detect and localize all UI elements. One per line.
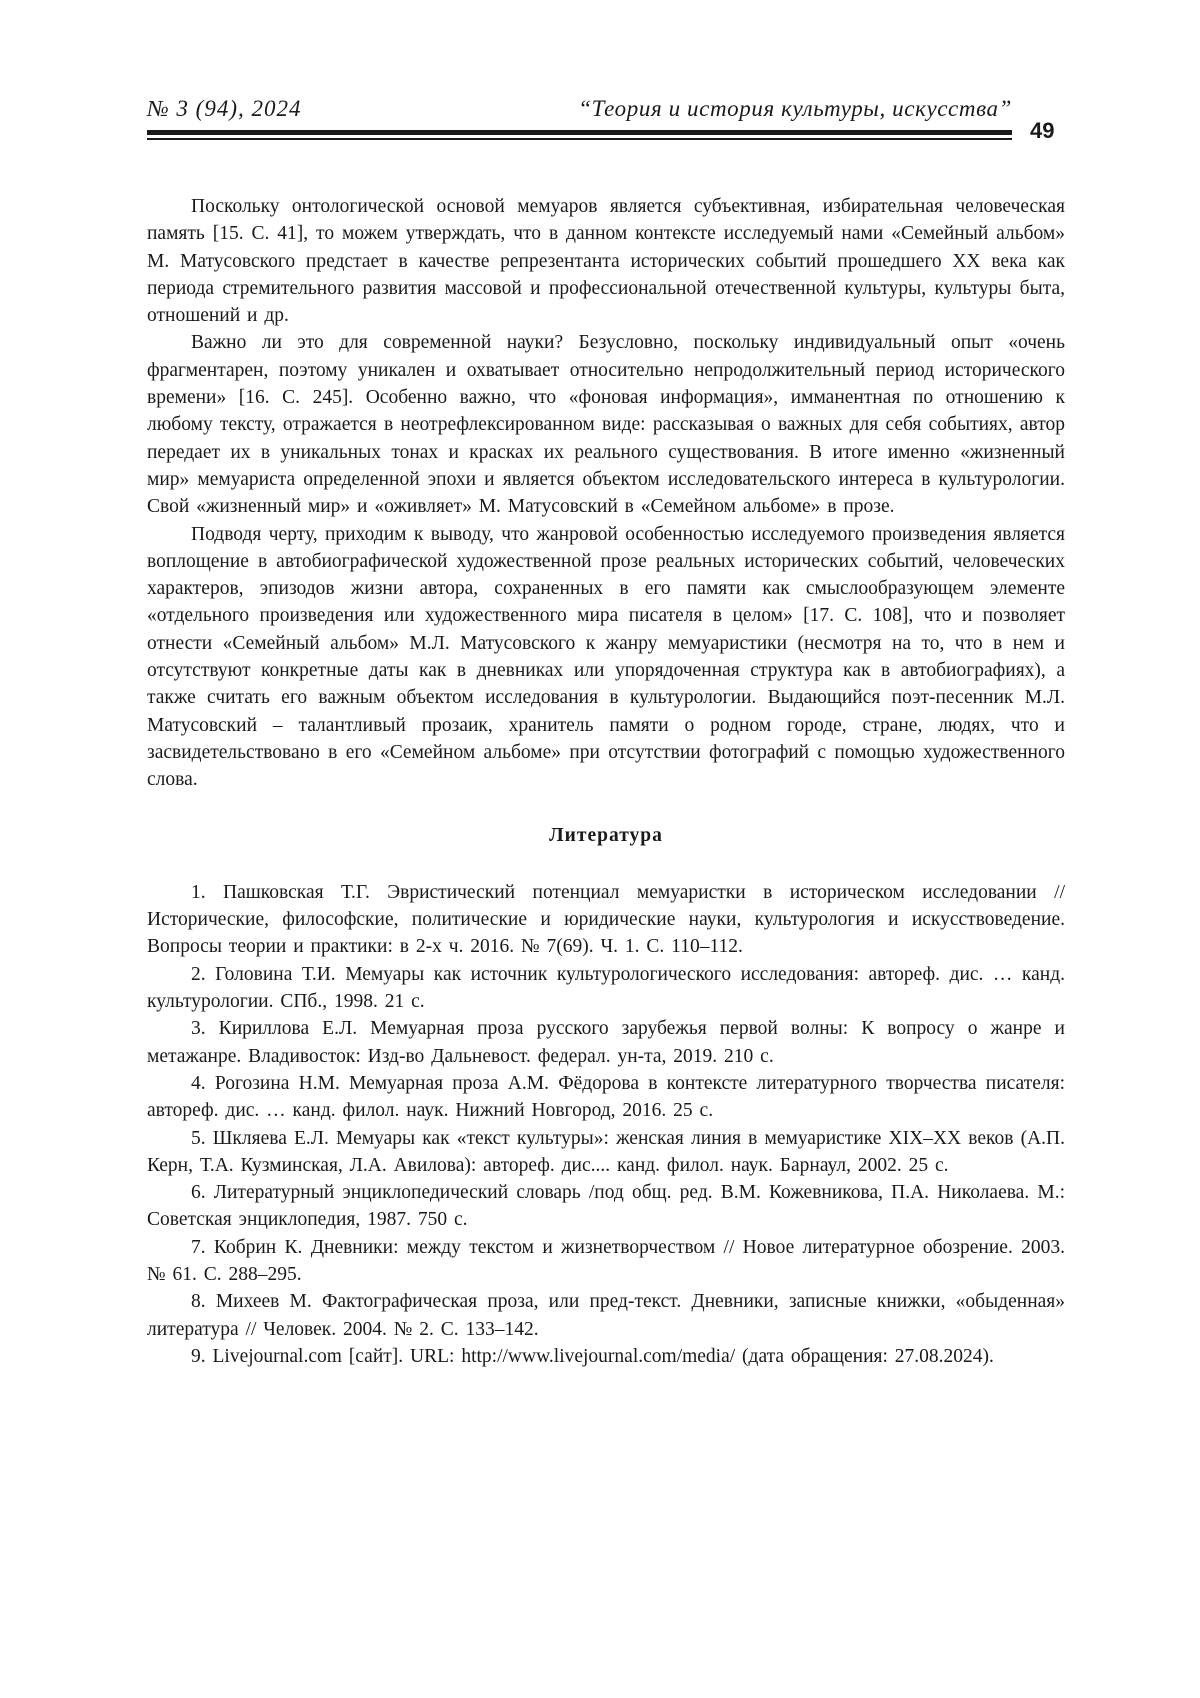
reference-item: 9. Livejournal.com [сайт]. URL: http://www.livejournal.com/media/ (дата обращения: 27.08.2024). [191, 1345, 994, 1367]
reference-item: 8. Михеев М. Фактографическая проза, или пред-текст. Дневники, записные книжки, «обыденная» литература // Человек. 2004. № 2. С. 133–142. [147, 1291, 1065, 1340]
reference-item: 5. Шкляева Е.Л. Мемуары как «текст культуры»: женская линия в мемуаристике XIX–XX веков (А.П. Керн, Т.А. Кузминская, Л.А. Авилова): автореф. дис.... канд. филол. наук. Барнаул, 2002. 25 с. [147, 1127, 1065, 1176]
paragraph: Подводя черту, приходим к выводу, что жанровой особенностью исследуемого произведения является воплощение в автобиографической художественной прозе реальных исторических событий, человеческих характеров, эпизодов жизни автора, сохраненных в его памяти как смыслообразующем элементе «отдельного произведения или художественного мира писателя в целом» [17. С. 108], что и позволяет отнести «Семейный альбом» М.Л. Матусовского к жанру мемуаристики (несмотря на то, что в нем и отсутствуют конкретные даты как в дневниках или упорядоченная структура как в автобиографиях), а также считать его важным объектом исследования в культурологии. Выдающийся поэт-песенник М.Л. Матусовский – талантливый прозаик, хранитель памяти о родном городе, стране, людях, что и засвидетельствовано в его «Семейном альбоме» при отсутствии фотографий с помощью художественного слова. [147, 523, 1065, 791]
reference-item: 3. Кириллова Е.Л. Мемуарная проза русского зарубежья первой волны: К вопросу о жанре и метажанре. Владивосток: Изд-во Дальневост. федерал. ун-та, 2019. 210 с. [147, 1018, 1065, 1067]
issue-number: № 3 (94), 2024 [147, 96, 302, 121]
reference-item: 2. Головина Т.И. Мемуары как источник культурологического исследования: автореф. дис. … канд. культурологии. СПб., 1998. 21 с. [147, 963, 1065, 1013]
reference-item: 4. Рогозина Н.М. Мемуарная проза А.М. Фёдорова в контексте литературного творчества писателя: автореф. дис. … канд. филол. наук. Нижний Новгород, 2016. 25 с. [147, 1072, 1065, 1122]
reference-item: 6. Литературный энциклопедический словарь /под общ. ред. В.М. Кожевникова, П.А. Николаева. М.: Советская энциклопедия, 1987. 750 с. [147, 1182, 1065, 1231]
reference-item: 7. Кобрин К. Дневники: между текстом и жизнетворчеством // Новое литературное обозрение. 2003. № 61. С. 288–295. [147, 1236, 1065, 1285]
header-rule-thin [147, 138, 1012, 140]
references-list [147, 879, 1065, 1370]
reference-item: 1. Пашковская Т.Г. Эвристический потенциал мемуаристки в историческом исследовании // Исторические, философские, политические и юридические науки, культурология и искусствоведение. Вопросы теории и практики: в 2-х ч. 2016. № 7(69). Ч. 1. С. 110–112. [147, 881, 1065, 958]
paragraph: Важно ли это для современной науки? Безусловно, поскольку индивидуальный опыт «очень фрагментарен, поэтому уникален и охватывает относительно непродолжительный период исторического времени» [16. С. 245]. Особенно важно, что «фоновая информация», имманентная по отношению к любому тексту, отражается в неотрефлексированном виде: рассказывая о важных для себя событиях, автор передает их в уникальных тонах и красках их реального существования. В итоге именно «жизненный мир» мемуариста определенной эпохи и является объектом исследовательского интереса в культурологии. Свой «жизненный мир» и «оживляет» М. Матусовский в «Семейном альбоме» в прозе. [147, 332, 1065, 518]
article-body [147, 193, 1065, 1370]
journal-title: “Теория и история культуры, искусства” [578, 96, 1012, 121]
header-rule-thick [147, 130, 1012, 135]
page-number: 49 [1030, 118, 1055, 143]
paragraph: Поскольку онтологической основой мемуаров является субъективная, избирательная человеческая память [15. С. 41], то можем утверждать, что в данном контексте исследуемый нами «Семейный альбом» М. Матусовского предстает в качестве репрезентанта исторических событий прошедшего XX века как периода стремительного развития массовой и профессиональной отечественной культуры, культуры быта, отношений и др. [147, 196, 1065, 327]
references-heading: Литература [549, 824, 663, 846]
